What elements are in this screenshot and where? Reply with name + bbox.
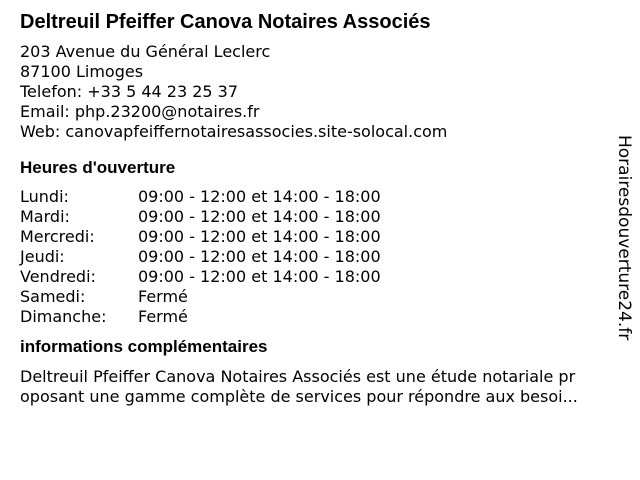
day-label: Jeudi: xyxy=(20,247,65,266)
hours-row-sunday xyxy=(20,307,381,327)
day-hours: 09:00 - 12:00 et 14:00 - 18:00 xyxy=(138,207,381,226)
email-address: Email: php.23200@notaires.fr xyxy=(20,102,260,121)
day-label: Dimanche: xyxy=(20,307,107,326)
day-hours: 09:00 - 12:00 et 14:00 - 18:00 xyxy=(138,227,381,246)
additional-info-line-1: Deltreuil Pfeiffer Canova Notaires Associés est une étude notariale pr xyxy=(20,367,576,386)
day-hours: 09:00 - 12:00 et 14:00 - 18:00 xyxy=(138,267,381,286)
hours-row-thursday xyxy=(20,247,381,267)
address-city: 87100 Limoges xyxy=(20,62,144,81)
business-listing xyxy=(20,10,620,407)
day-hours: Fermé xyxy=(138,287,188,306)
hours-row-monday xyxy=(20,187,381,207)
additional-info-line-2: oposant une gamme complète de services pour répondre aux besoi... xyxy=(20,387,578,406)
phone-number: Telefon: +33 5 44 23 25 37 xyxy=(20,82,239,101)
address-street: 203 Avenue du Général Leclerc xyxy=(20,42,271,61)
additional-info-heading: informations complémentaires xyxy=(20,337,268,356)
site-watermark: Horairesdouverture24.fr xyxy=(614,135,634,341)
hours-row-saturday xyxy=(20,287,381,307)
opening-hours-table xyxy=(20,187,381,327)
hours-row-wednesday xyxy=(20,227,381,247)
hours-row-friday xyxy=(20,267,381,287)
business-name: Deltreuil Pfeiffer Canova Notaires Associés xyxy=(20,11,431,33)
website: Web: canovapfeiffernotairesassocies.site-solocal.com xyxy=(20,122,448,141)
day-label: Samedi: xyxy=(20,287,86,306)
day-label: Vendredi: xyxy=(20,267,96,286)
day-label: Mardi: xyxy=(20,207,70,226)
day-label: Mercredi: xyxy=(20,227,95,246)
day-hours: 09:00 - 12:00 et 14:00 - 18:00 xyxy=(138,187,381,206)
hours-row-tuesday xyxy=(20,207,381,227)
day-hours: Fermé xyxy=(138,307,188,326)
day-hours: 09:00 - 12:00 et 14:00 - 18:00 xyxy=(138,247,381,266)
opening-hours-heading: Heures d'ouverture xyxy=(20,158,176,177)
day-label: Lundi: xyxy=(20,187,69,206)
